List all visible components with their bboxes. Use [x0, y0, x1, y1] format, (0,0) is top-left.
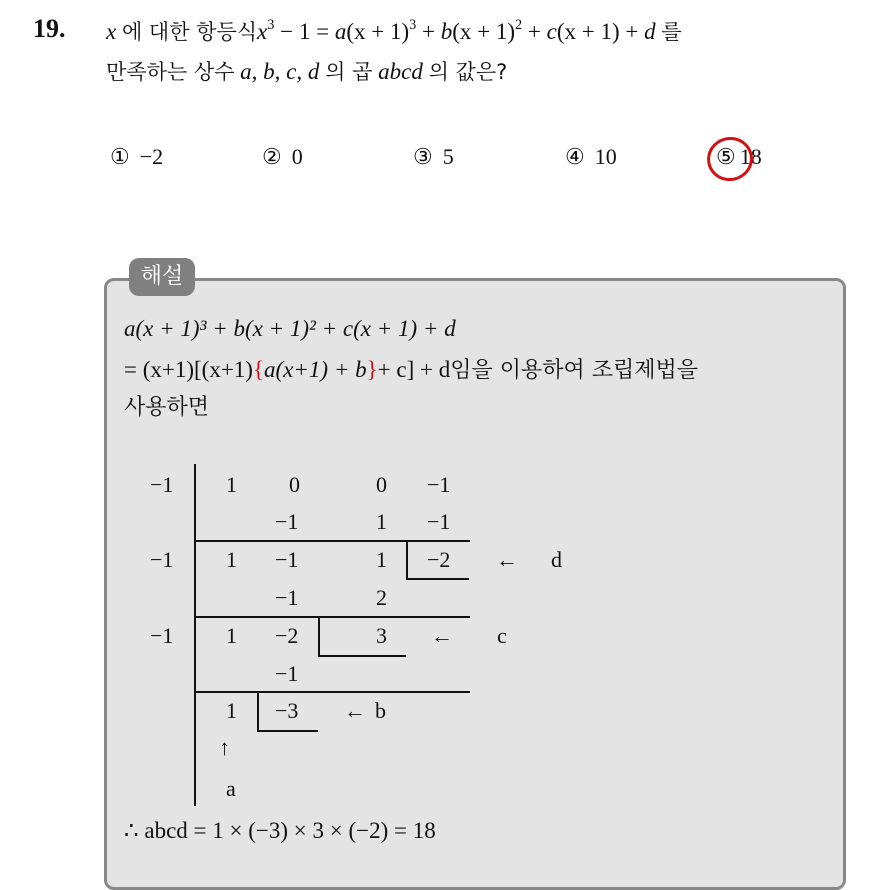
label-b: b	[375, 698, 386, 723]
arrow-to-c: ←	[431, 623, 453, 648]
arrow-to-d: ←	[496, 547, 518, 572]
exponent-2: 2	[515, 17, 523, 34]
answer-circle-mark	[703, 133, 757, 186]
coef-c: c	[546, 19, 557, 44]
arrow-up-to-a: ↑	[219, 735, 230, 760]
choice-2-mark: ②	[262, 144, 282, 169]
question-phrase-2: 를	[661, 20, 682, 44]
question-number: 19.	[33, 14, 66, 43]
solution-conclusion	[124, 818, 436, 844]
exponent-3: 3	[267, 17, 275, 34]
term-a: (x + 1)	[346, 19, 410, 44]
row7-cell-2: −3	[275, 698, 299, 723]
choice-4[interactable]	[565, 144, 617, 170]
arrow-to-b: ←	[344, 698, 366, 723]
choice-1[interactable]	[110, 144, 163, 170]
coef-b: b	[440, 19, 453, 44]
term-c: (x + 1) +	[556, 19, 645, 44]
label-d: d	[551, 547, 562, 572]
question-line-2	[106, 56, 507, 86]
label-a: a	[226, 776, 236, 801]
solution-line-1	[124, 316, 456, 342]
remainder-c-box-left	[318, 618, 320, 656]
row5-cell-3: 3	[376, 623, 387, 648]
solution-line2-start: = (x+1)[(x+1)	[124, 357, 253, 382]
remainder-b-box-left	[257, 693, 259, 731]
row1-cell-3: 0	[376, 472, 387, 497]
term-b: (x + 1)	[452, 19, 516, 44]
coef-a: a	[334, 19, 347, 44]
conclusion-text: ∴ abcd = 1 × (−3) × 3 × (−2) = 18	[124, 818, 436, 843]
solution-inner: a(x+1) + b	[264, 357, 367, 382]
division-rule-2	[194, 616, 470, 618]
remainder-d-box-bottom	[406, 578, 469, 580]
division-rule-3	[194, 691, 470, 693]
row6-cell-1: −1	[275, 661, 299, 686]
question-line2-phrase2: 의 곱	[325, 60, 373, 84]
row3-cell-3: 1	[376, 547, 387, 572]
row2-cell-2: 1	[376, 509, 387, 534]
solution-line2-korean: 임을 이용하여 조립제법을	[450, 358, 698, 383]
solution-tag: 해설	[129, 258, 195, 296]
remainder-d-box-left	[406, 542, 408, 579]
choice-5-mark: ⑤	[716, 144, 736, 169]
brace-close: }	[366, 357, 378, 382]
row5-cell-1: 1	[226, 623, 237, 648]
row2-cell-3: −1	[427, 509, 451, 534]
choice-1-value: −2	[139, 144, 164, 169]
remainder-c-box-bottom	[318, 655, 406, 657]
division-vertical-line	[194, 464, 196, 806]
minus-one: − 1 =	[274, 19, 335, 44]
solution-expression: a(x + 1)³ + b(x + 1)² + c(x + 1) + d	[124, 316, 456, 341]
label-c: c	[497, 623, 507, 648]
row2-cell-1: −1	[275, 509, 299, 534]
solution-line-2	[124, 353, 698, 384]
exponent-3b: 3	[409, 17, 417, 34]
question-phrase-1: 에 대한 항등식	[121, 20, 258, 44]
row1-cell-4: −1	[427, 472, 451, 497]
question-line2-phrase3: 의 값은?	[428, 60, 508, 84]
row4-cell-1: −1	[275, 585, 299, 610]
row5-cell-2: −2	[275, 623, 299, 648]
row7-cell-1: 1	[226, 698, 237, 723]
choice-3[interactable]	[413, 144, 454, 170]
choice-4-value: 10	[594, 144, 617, 169]
row3-cell-1: 1	[226, 547, 237, 572]
choice-4-mark: ④	[565, 144, 585, 169]
plus-b: +	[416, 19, 441, 44]
divisor-2: −1	[150, 547, 174, 572]
brace-open: {	[252, 357, 265, 382]
choice-2-value: 0	[291, 144, 303, 169]
choice-3-value: 5	[442, 144, 454, 169]
choice-5-value: 18	[739, 144, 762, 169]
plus-c: +	[522, 19, 547, 44]
var-x: x	[106, 19, 117, 44]
solution-line2-end: + c] + d	[377, 357, 451, 382]
solution-line-3	[124, 390, 209, 421]
choice-3-mark: ③	[413, 144, 433, 169]
divisor-1: −1	[150, 472, 174, 497]
division-rule-1	[194, 540, 470, 542]
question-line-1	[106, 16, 682, 46]
row1-cell-1: 1	[226, 472, 237, 497]
row3-cell-2: −1	[275, 547, 299, 572]
row3-cell-4: −2	[427, 547, 451, 572]
divisor-3: −1	[150, 623, 174, 648]
row1-cell-2: 0	[289, 472, 300, 497]
choice-1-mark: ①	[110, 144, 130, 169]
question-line2-phrase1: 만족하는 상수	[106, 60, 235, 84]
question-vars: a, b, c, d	[240, 59, 320, 84]
remainder-b-box-bottom	[257, 730, 318, 732]
row4-cell-2: 2	[376, 585, 387, 610]
question-product: abcd	[378, 59, 423, 84]
identity-lhs: x	[257, 19, 268, 44]
const-d: d	[644, 19, 656, 44]
choice-2[interactable]	[262, 144, 303, 170]
solution-line3-korean: 사용하면	[124, 395, 210, 420]
